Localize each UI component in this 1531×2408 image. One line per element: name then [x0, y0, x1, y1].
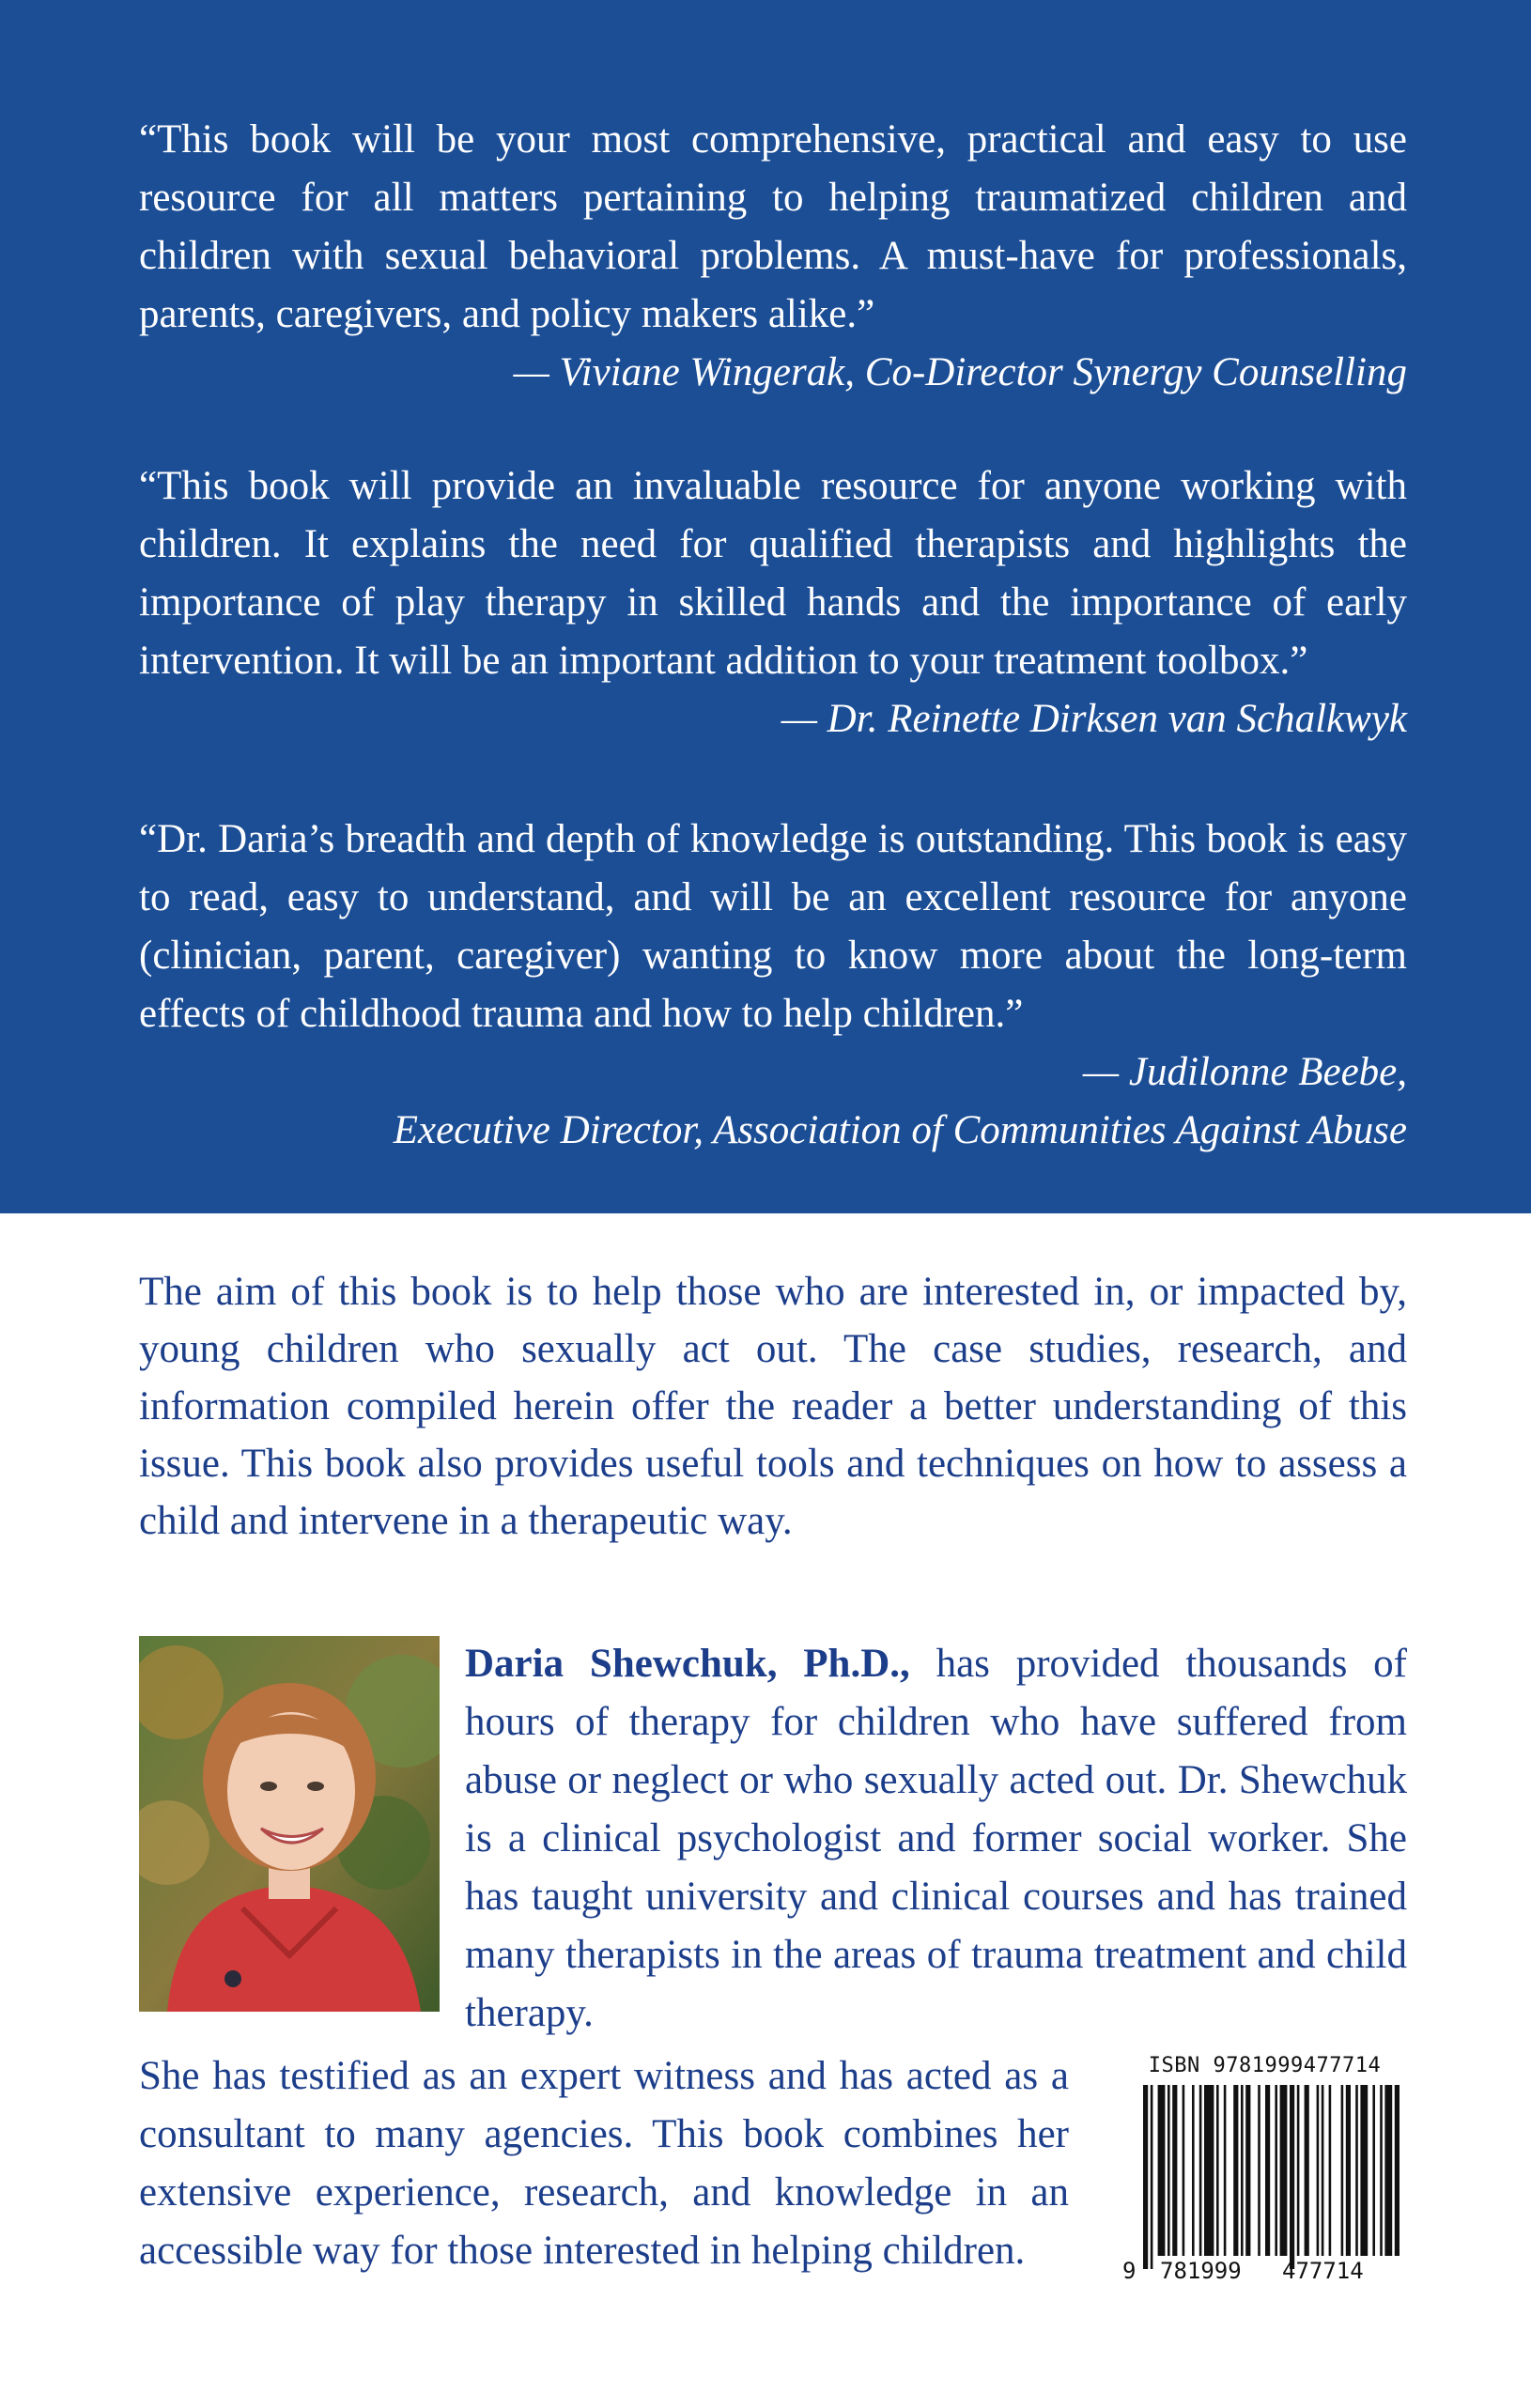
barcode-bar: [1372, 2085, 1375, 2256]
author-bio-text: has provided thousands of hours of therapy for children who have suffered from abuse or neglect or who sexually acted out. Dr. Shewchuk is a clinical psychologist and former social worker. She has taught university and clinical courses and has trained many therapists in the areas of trauma treatment and child therapy.: [465, 1642, 1407, 2035]
barcode-bar: [1192, 2085, 1195, 2256]
isbn-barcode: [1122, 2053, 1407, 2286]
barcode-bar: [1151, 2085, 1153, 2269]
barcode-bar: [1258, 2085, 1260, 2256]
barcode-bar: [1204, 2085, 1214, 2256]
testimonial-attribution: — Viviane Wingerak, Co-Director Synergy Counselling: [513, 350, 1407, 394]
testimonial-text: “This book will be your most comprehensive, practical and easy to use resource for all matters pertaining to helping traumatized children and children with sexual behavioral problems. A must-have for professionals, parents, caregivers, and policy makers alike.”: [139, 117, 1407, 336]
barcode-bar: [1143, 2085, 1148, 2269]
barcode-bar: [1290, 2085, 1294, 2269]
isbn-digits-right: 477714: [1282, 2258, 1364, 2284]
author-name: Daria Shewchuk, Ph.D.,: [465, 1642, 910, 1686]
author-photo: [139, 1636, 440, 2012]
barcode-bar: [1329, 2085, 1332, 2256]
barcode-bars: [1122, 2053, 1407, 2286]
barcode-bar: [1360, 2085, 1368, 2256]
testimonial-attribution-title: Executive Director, Association of Communities Against Abuse: [393, 1108, 1407, 1152]
barcode-bar: [1183, 2085, 1185, 2256]
barcode-bar: [1172, 2085, 1177, 2256]
barcode-bar: [1280, 2085, 1288, 2256]
barcode-bar: [1346, 2085, 1351, 2256]
testimonial-1: [139, 111, 1407, 402]
barcode-bar: [1380, 2085, 1383, 2256]
barcode-bar: [1199, 2085, 1202, 2256]
isbn-digits-left: 781999: [1160, 2258, 1242, 2284]
isbn-digit-first: 9: [1122, 2258, 1137, 2284]
testimonial-text: “This book will provide an invaluable resource for anyone working with children. It explains the need for qualified therapists and highlights the importance of play therapy in skilled hands and the importance of early intervention. It will be an important addition to your treatment toolbox.”: [139, 464, 1407, 683]
testimonial-2: [139, 457, 1407, 749]
barcode-bar: [1322, 2085, 1324, 2256]
book-description: The aim of this book is to help those who are interested in, or impacted by, young children who sexually act out. The case studies, research, and information compiled herein offer the reader a better understanding of this issue. This book also provides useful tools and techniques on how to assess a child and intervene in a therapeutic way.: [139, 1270, 1407, 1543]
barcode-bar: [1395, 2085, 1400, 2256]
testimonial-attribution: — Dr. Reinette Dirksen van Schalkwyk: [781, 697, 1407, 741]
barcode-bar: [1241, 2085, 1244, 2256]
isbn-label: ISBN 9781999477714: [1148, 2054, 1382, 2077]
author-bio-upper: [465, 1635, 1407, 2043]
barcode-bar: [1216, 2085, 1219, 2256]
testimonial-3: [139, 810, 1407, 1160]
barcode-bar: [1384, 2085, 1392, 2256]
barcode-bar: [1317, 2085, 1320, 2256]
testimonial-text: “Dr. Daria’s breadth and depth of knowledge is outstanding. This book is easy to read, easy to understand, and will be an excellent resource for anyone (clinician, parent, caregiver) wanting to know more about the long-term effects of childhood trauma and how to help children.”: [139, 817, 1407, 1036]
barcode-bar: [1297, 2085, 1300, 2256]
barcode-bar: [1245, 2085, 1250, 2256]
author-bio-lower: She has testified as an expert witness and has acted as a consultant to many agencies. This book combines her extensive experience, research, and knowledge in an accessible way for those interested in helping children.: [139, 2054, 1069, 2273]
barcode-bar: [1305, 2085, 1309, 2256]
barcode-bar: [1158, 2085, 1166, 2256]
testimonial-attribution: — Judilonne Beebe,: [1082, 1050, 1407, 1094]
barcode-bar: [1275, 2085, 1277, 2256]
barcode-bar: [1265, 2085, 1270, 2256]
barcode-bar: [1168, 2085, 1170, 2256]
barcode-bar: [1341, 2085, 1344, 2256]
barcode-bar: [1224, 2085, 1227, 2256]
barcode-bar: [1355, 2085, 1358, 2256]
barcode-bar: [1233, 2085, 1238, 2256]
